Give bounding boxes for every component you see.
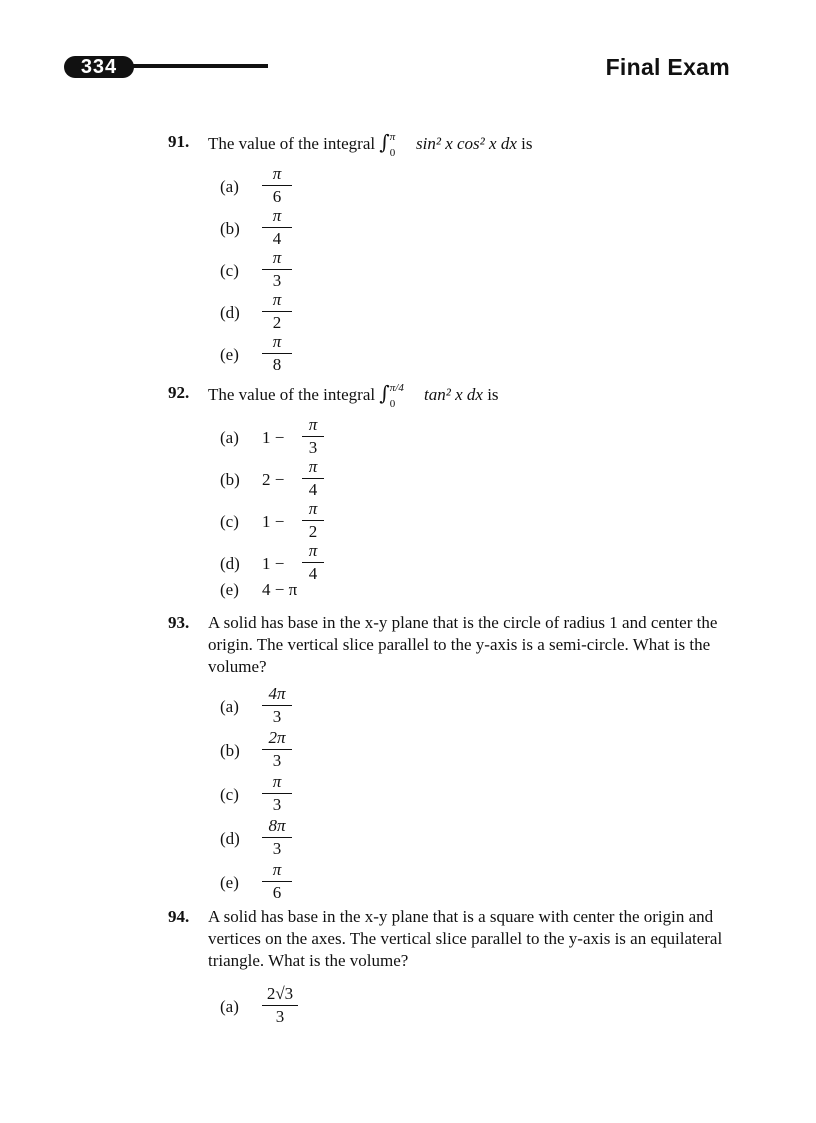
question-stem: A solid has base in the x-y plane that is a square with center the origin and vertices on the axes. The vertical slice parallel to the y-axis is an equilateral triangle. What is the volume? <box>208 907 723 970</box>
answer-option: (c) 1 − π 2 <box>220 499 620 543</box>
answer-option: (e) π 6 <box>220 860 620 904</box>
chapter-title: Final Exam <box>605 54 730 80</box>
question-stem: The value of the integral ∫ π 0 sin² x cos² x dx is <box>208 130 533 159</box>
answer-option: (d) 8π 3 <box>220 816 620 860</box>
page-header <box>0 0 816 100</box>
answer-option: (b) 2π 3 <box>220 728 620 772</box>
question-number: 91. <box>168 132 190 151</box>
fraction: 2π 3 <box>262 728 292 771</box>
fraction: 4π 3 <box>262 684 292 727</box>
answer-option: (a) 2√3 3 <box>220 984 620 1028</box>
header-rule <box>128 64 268 68</box>
fraction: π 3 <box>302 415 324 458</box>
answer-option: (e) 4 − π <box>220 580 298 599</box>
fraction: π 4 <box>302 457 324 500</box>
fraction: π 6 <box>262 164 292 207</box>
integrand: tan² x dx <box>424 385 483 404</box>
fraction: 2√3 3 <box>262 984 298 1027</box>
answer-option: (c) π 3 <box>220 248 620 292</box>
integrand: sin² x cos² x dx <box>416 134 517 153</box>
integral-sign: ∫ <box>379 381 390 405</box>
question-92 <box>168 382 740 602</box>
question-93 <box>168 612 740 902</box>
answer-option: (a) 4π 3 <box>220 684 620 728</box>
page-number-badge: 334 <box>64 56 134 78</box>
fraction: π 6 <box>262 860 292 903</box>
fraction: π 8 <box>262 332 292 375</box>
question-stem: The value of the integral ∫ π/4 0 tan² x dx is <box>208 381 499 410</box>
integral-limits: π 0 <box>389 131 396 159</box>
answer-option: (d) 1 − π 4 <box>220 541 620 585</box>
answer-option: (b) π 4 <box>220 206 620 250</box>
answer-option: (a) π 6 <box>220 164 620 208</box>
fraction: π 3 <box>262 772 292 815</box>
question-number: 94. <box>168 907 190 926</box>
fraction: π 2 <box>262 290 292 333</box>
fraction: π 4 <box>302 541 324 584</box>
question-91 <box>168 130 740 374</box>
fraction: π 3 <box>262 248 292 291</box>
question-stem: A solid has base in the x-y plane that is the circle of radius 1 and center the origin. The vertical slice parallel to the y-axis is a semi-circle. What is the volume? <box>208 613 718 676</box>
question-94 <box>168 906 740 1046</box>
question-number: 93. <box>168 613 190 632</box>
fraction: π 4 <box>262 206 292 249</box>
fraction: π 2 <box>302 499 324 542</box>
question-number: 92. <box>168 383 190 402</box>
answer-option: (e) π 8 <box>220 332 620 376</box>
answer-option: (b) 2 − π 4 <box>220 457 620 501</box>
fraction: 8π 3 <box>262 816 292 859</box>
integral-limits: π/4 0 <box>389 382 404 410</box>
answer-option: (d) π 2 <box>220 290 620 334</box>
integral-sign: ∫ <box>379 130 390 154</box>
answer-option: (c) π 3 <box>220 772 620 816</box>
answer-option: (a) 1 − π 3 <box>220 415 620 459</box>
